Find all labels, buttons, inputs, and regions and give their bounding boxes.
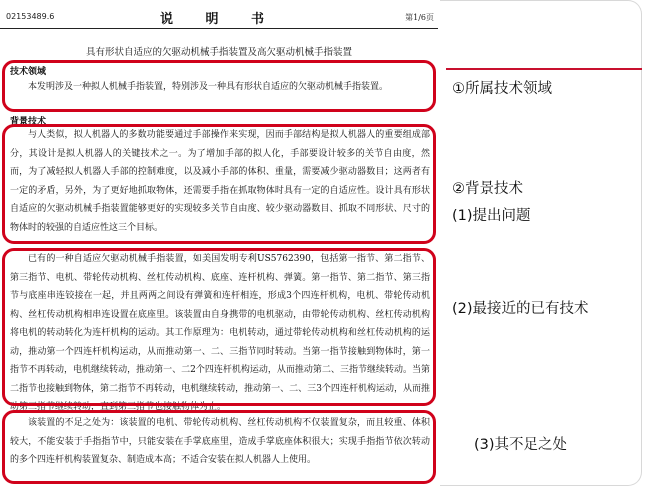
section-heading-background: 背景技术 [10, 117, 47, 127]
annotation-box-technical-field [2, 60, 436, 112]
page-indicator: 第1/6页 [405, 13, 434, 22]
section-heading-technical-field: 技术领域 [10, 67, 47, 77]
invention-title: 具有形状自适应的欠驱动机械手指装置及高欠驱动机械手指装置 [85, 47, 352, 58]
label-problem: (1)提出问题 [452, 208, 531, 224]
technical-field-text: 本发明涉及一种拟人机械手指装置，特别涉及一种具有形状自适应的欠驱动机械手指装置。 [28, 82, 389, 92]
document-header [0, 6, 438, 28]
label-prior-art: (2)最接近的已有技术 [452, 301, 589, 317]
label-background: ②背景技术 [452, 181, 523, 197]
annotation-panel [440, 0, 642, 486]
header-rule [0, 28, 438, 29]
prior-art-drawbacks-text: 该装置的不足之处为：该装置的电机、带轮传动机构、丝杠传动机构不仅装置复杂，而且较重、体积较大，不能安装于手指指节中，只能安装在手掌底座里，造成手掌底座体积很大；实现手指指节依次转动的多个四连杆机构装置复杂、制造成本高；不适合安装在拟人机器人上使用。 [10, 418, 430, 465]
label-technical-field: ①所属技术领域 [452, 81, 552, 97]
background-problem-text: 与人类似，拟人机器人的多数功能要通过手部操作来实现，因而手部结构是拟人机器人的重要组成部分，其设计是拟人机器人的关键技术之一。为了增加手部的拟人化，手部要设计较多的关节自由度，然而，为了减轻拟人机器人手部的控制难度，以及减小手部的体积、重量，需要减少驱动器数目；这两者有一定的矛盾，另外，为了更好地抓取物体，还需要手指在抓取物体时具有一定的自适应性。设计具有形状自适应的欠驱动机械手指装置能够更好的实现较多关节自由度、较少驱动器数目、抓取不同形状、尺寸的物体时的较强的自适应性这三个目标。 [10, 130, 430, 233]
annotation-box-prior-art [2, 248, 436, 412]
document-type-title: 说 明 书 [160, 12, 279, 27]
accent-rule [446, 68, 642, 70]
prior-art-text: 已有的一种自适应欠驱动机械手指装置，如美国发明专利US5762390，包括第一指节、第二指节、第三指节、电机、带轮传动机构、丝杠传动机构、底座、连杆机构、弹簧。第一指节、第二指节、第三指节与底座串连铰接在一起，并且两两之间设有弹簧和连杆相连，形成3个四连杆机构，电机、带轮传动机构、丝杠传动机构相串连设置在底座里。该装置由自身携带的电机驱动，由带轮传动机构、丝杠传动机构将电机的转动转化为连杆机构的运动。其工作原理为：电机转动，通过带轮传动机构和丝杠传动机构的运动，推动第一个四连杆机构运动，从而推动第一、二、三指节同时转动。当第一指节接触到物体时，第一指节不再转动，电机继续转动，推动第一、二2个四连杆机构运动，从而推动第二、三指节继续转动。当第二指节也接触到物体，第二指节不再转动，电机继续转动，推动第一、二、三3个四连杆机构运动，从而推动第三指节继续转动，直到第三指节也接触物体为止。 [10, 254, 430, 412]
label-drawbacks: (3)其不足之处 [474, 437, 568, 453]
application-number: 02153489.6 [6, 12, 55, 21]
annotation-box-drawbacks [2, 410, 436, 484]
annotation-box-background [2, 124, 436, 244]
